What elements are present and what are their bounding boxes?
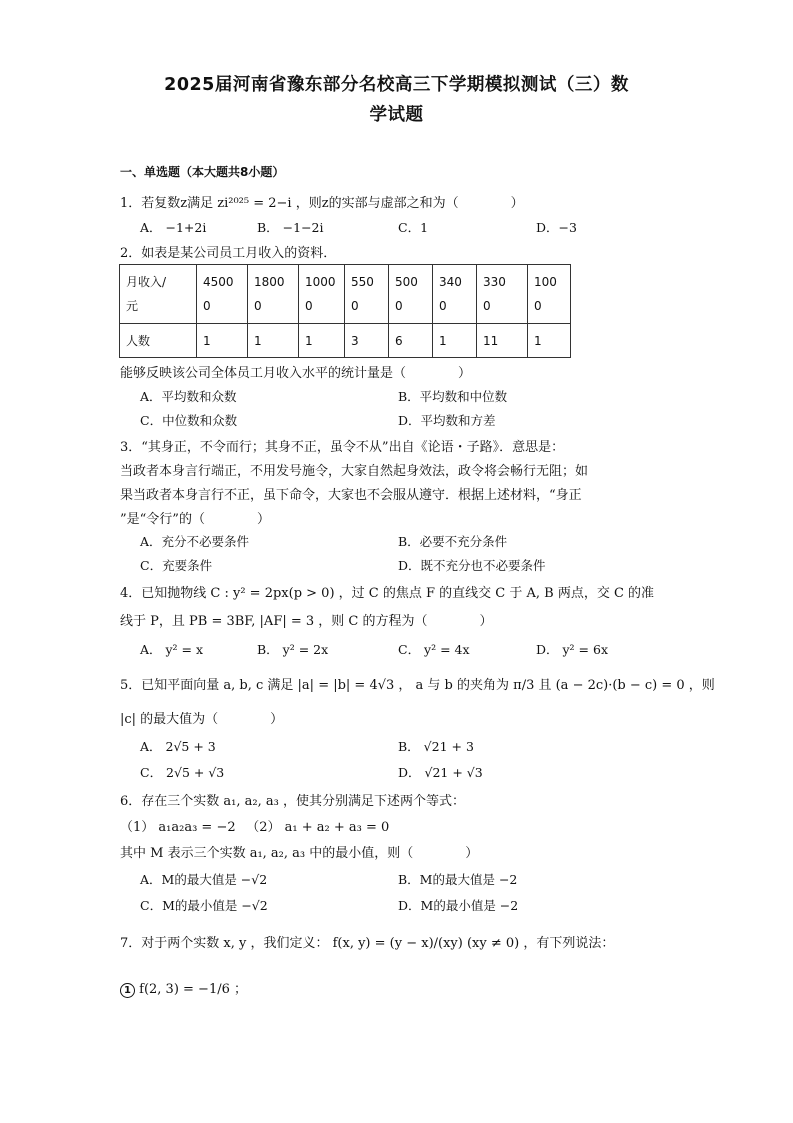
q7-item-1	[120, 978, 247, 998]
q5-line-1: 5．已知平面向量 a, b, c 满足 |a| = |b| = 4√3 ， a 与 b 的夹角为 π/3 且 (a − 2c)·(b − c) = 0 ，则	[120, 678, 715, 693]
section-heading: 一、单选题（本大题共8小题）	[120, 165, 285, 179]
table-cell: 500 0	[389, 265, 433, 324]
table-cell: 6	[389, 324, 433, 358]
q2-option-c: C．中位数和众数	[140, 413, 238, 428]
table-cell: 1800 0	[248, 265, 299, 324]
title-line-2: 学试题	[369, 105, 424, 125]
table-cell: 550 0	[345, 265, 389, 324]
q2-stem: 2．如表是某公司员工月收入的资料．	[120, 246, 337, 261]
q3-option-c: C．充要条件	[140, 558, 213, 573]
q2-option-d: D．平均数和方差	[398, 413, 496, 428]
q4-option-b: B． y² = 2x	[257, 642, 329, 657]
table-cell: 3	[345, 324, 389, 358]
q3-option-d: D．既不充分也不必要条件	[398, 558, 546, 573]
income-table	[119, 264, 571, 358]
q6-line-1: 6．存在三个实数 a₁, a₂, a₃ ，使其分别满足下述两个等式：	[120, 794, 465, 809]
q7-item-1-text: f(2, 3) = −1/6 ；	[139, 982, 248, 997]
q5-line-2: |c| 的最大值为（ ）	[120, 712, 284, 727]
q3-line-1: 3．“其身正，不令而行；其身不正，虽令不从”出自《论语・子路》．意思是：	[120, 440, 565, 455]
q4-option-c: C． y² = 4x	[398, 642, 470, 657]
q2-option-b: B．平均数和中位数	[398, 389, 508, 404]
q3-option-b: B．必要不充分条件	[398, 534, 508, 549]
table-cell: 1	[433, 324, 477, 358]
table-cell: 1000 0	[299, 265, 345, 324]
q3-line-2: 当政者本身言行端正，不用发号施令，大家自然起身效法，政令将会畅行无阻；如	[120, 464, 589, 479]
q3-line-3: 果当政者本身言行不正，虽下命令，大家也不会服从遵守．根据上述材料，“身正	[120, 488, 582, 503]
table-cell: 1	[248, 324, 299, 358]
page-title	[90, 70, 703, 130]
table-cell: 340 0	[433, 265, 477, 324]
q1-stem: 1．若复数z满足 zi²⁰²⁵ = 2−i ，则z的实部与虚部之和为（ ）	[120, 196, 524, 211]
title-line-1: 2025届河南省豫东部分名校高三下学期模拟测试（三）数	[164, 75, 629, 95]
table-cell: 1	[299, 324, 345, 358]
table-cell: 4500 0	[197, 265, 248, 324]
q4-line-2: 线于 P，且 PB = 3BF, |AF| = 3 ，则 C 的方程为（ ）	[120, 614, 493, 629]
q6-option-a: A．M的最大值是 −√2	[140, 872, 268, 887]
table-cell: 1	[528, 324, 571, 358]
q2-option-a: A．平均数和众数	[140, 389, 237, 404]
q3-option-a: A．充分不必要条件	[140, 534, 250, 549]
q4-option-d: D． y² = 6x	[536, 642, 608, 657]
q5-option-b: B． √21 + 3	[398, 739, 474, 754]
table-row-income	[120, 265, 571, 324]
q3-line-4: ”是“令行”的（ ）	[120, 512, 270, 527]
q6-option-c: C．M的最小值是 −√2	[140, 898, 268, 913]
q2-question: 能够反映该公司全体员工月收入水平的统计量是（ ）	[120, 366, 472, 381]
q4-option-a: A． y² = x	[140, 642, 204, 657]
q5-option-c: C． 2√5 + √3	[140, 765, 225, 780]
q6-line-2: （1） a₁a₂a₃ = −2 （2） a₁ + a₂ + a₃ = 0	[120, 820, 390, 835]
table-cell: 1	[197, 324, 248, 358]
q7-line-1: 7．对于两个实数 x, y ，我们定义： f(x, y) = (y − x)/(xy) (xy ≠ 0) ，有下列说法：	[120, 936, 615, 951]
q6-option-d: D．M的最小值是 −2	[398, 898, 519, 913]
table-cell: 11	[477, 324, 528, 358]
table-cell: 月收入/ 元	[120, 265, 197, 324]
table-row-count	[120, 324, 571, 358]
q1-option-c: C．1	[398, 220, 429, 235]
table-cell: 人数	[120, 324, 197, 358]
q1-option-b: B． −1−2i	[257, 220, 324, 235]
q6-line-3: 其中 M 表示三个实数 a₁, a₂, a₃ 中的最小值，则（ ）	[120, 846, 479, 861]
table-cell: 330 0	[477, 265, 528, 324]
circled-number-icon: 1	[120, 983, 135, 998]
table-cell: 100 0	[528, 265, 571, 324]
q1-option-a: A． −1+2i	[140, 220, 207, 235]
q6-option-b: B．M的最大值是 −2	[398, 872, 518, 887]
q1-option-d: D．−3	[536, 220, 577, 235]
q5-option-a: A． 2√5 + 3	[140, 739, 216, 754]
q4-line-1: 4．已知抛物线 C : y² = 2px(p > 0) ，过 C 的焦点 F 的直线交 C 于 A, B 两点，交 C 的准	[120, 586, 655, 601]
q5-option-d: D． √21 + √3	[398, 765, 483, 780]
